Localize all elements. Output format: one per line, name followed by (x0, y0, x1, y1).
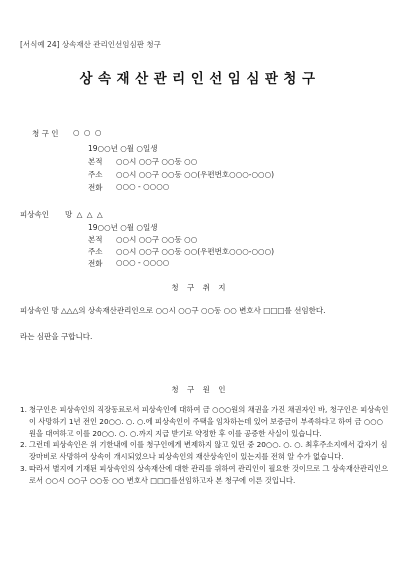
claimant-name: ○ ○ ○ (73, 128, 103, 137)
list-item (20, 463, 390, 487)
deceased-domicile-label: 본적 (88, 235, 103, 244)
claimant-address: ○○시 ○○구 ○○동 ○○(우편번호○○○-○○○) (116, 170, 275, 179)
purpose-heading: 청 구 취 지 (171, 283, 229, 292)
claimant-birth: 19○○년 ○월 ○일생 (88, 144, 158, 153)
deceased-birth: 19○○년 ○월 ○일생 (88, 223, 158, 232)
claimant-address-label: 주소 (88, 170, 103, 179)
list-item-text: 청구인은 피상속인의 직장동료로서 피상속인에 대하여 금 ○○○원의 채권을 가진 채권자인 바, 청구인은 피상속인이 사망하기 1년 전인 20○○. ○. ○.에 피상속인이 주택을 임차하는데 있어 보증금이 부족하다고 하여 금 ○○○원을 대여하고 이를 20○○. ○. ○.까지 지급 받기로 약정한 후 이를 공증한 사실이 있습니다. (29, 405, 389, 438)
deceased-phone: ○○○ - ○○○○ (116, 258, 170, 267)
purpose-text: 피상속인 망 △△△의 상속재산관리인으로 ○○시 ○○구 ○○동 ○○ 변호사 □□□를 선임한다. (20, 306, 326, 315)
deceased-domicile: ○○시 ○○구 ○○동 ○○ (116, 235, 198, 244)
form-label: [서식예 24] 상속재산 관리인선임심판 청구 (20, 40, 161, 49)
claimant-phone: ○○○ - ○○○○ (116, 182, 170, 191)
list-item-text: 따라서 별지에 기재된 피상속인의 상속재산에 대한 관리를 위하여 관리인이 필요한 것이므로 그 상속재산관리인으로서 ○○시 ○○구 ○○동 ○○ 변호사 □□□를선임하고자 본 청구에 이른 것입니다. (29, 463, 389, 485)
list-item (20, 404, 390, 439)
list-item-number: 1. (20, 405, 27, 414)
reasons-list (20, 404, 390, 487)
claimant-domicile-label: 본적 (88, 157, 103, 166)
list-item-number: 3. (20, 463, 27, 473)
claimant-label: 청 구 인 (32, 129, 59, 138)
deceased-address: ○○시 ○○구 ○○동 ○○(우편번호○○○-○○○) (116, 247, 275, 256)
claimant-phone-label: 전화 (88, 183, 103, 192)
deceased-name: 망 △ △ △ (65, 210, 104, 219)
deceased-address-label: 주소 (88, 247, 103, 256)
list-item (20, 439, 390, 463)
list-item-number: 2. (20, 440, 27, 450)
claimant-domicile: ○○시 ○○구 ○○동 ○○ (116, 157, 198, 166)
list-item-text: 그런데 피상속인은 위 기한내에 이를 청구인에게 변제하지 않고 있던 중 20○○. ○. ○. 최후주소지에서 갑자기 심장마비로 사망하여 상속이 개시되었으나 피상속인의 재산상속인이 있는지를 전혀 알 수가 없습니다. (29, 440, 388, 462)
document-title: 상속재산관리인선임심판청구 (79, 71, 321, 87)
reasons-heading: 청 구 원 인 (171, 385, 229, 394)
purpose-decision: 라는 심판을 구합니다. (20, 332, 93, 341)
deceased-label: 피상속인 (20, 210, 49, 219)
deceased-phone-label: 전화 (88, 259, 103, 268)
